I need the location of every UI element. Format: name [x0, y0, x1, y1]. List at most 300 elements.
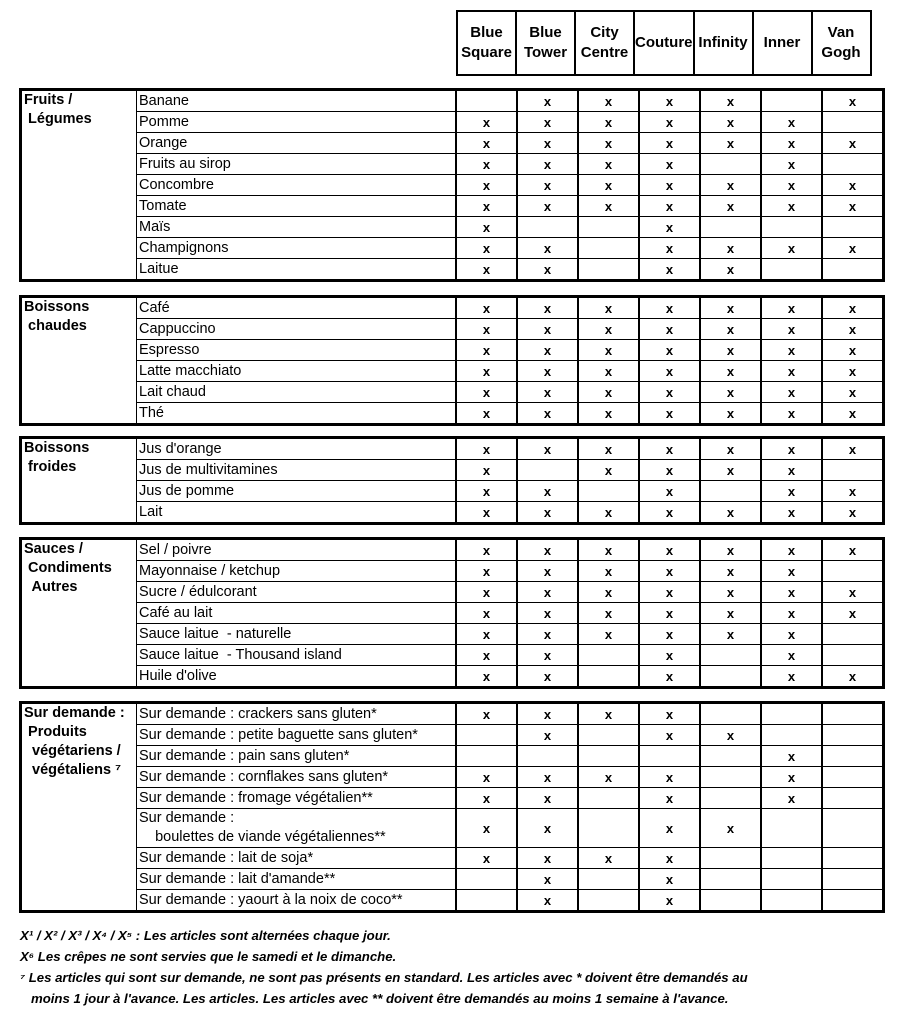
- availability-cell: x: [700, 539, 761, 561]
- availability-cell: [578, 890, 639, 912]
- category-label-line: Fruits /: [24, 92, 73, 108]
- availability-cell: x: [639, 438, 700, 460]
- availability-cell: x: [639, 175, 700, 196]
- availability-cell: x: [517, 259, 578, 281]
- availability-cell: [700, 481, 761, 502]
- availability-cell: x: [822, 319, 884, 340]
- availability-cell: x: [456, 403, 517, 425]
- availability-cell: [578, 788, 639, 809]
- item-name: Banane: [137, 90, 457, 112]
- availability-cell: x: [639, 361, 700, 382]
- availability-cell: x: [456, 382, 517, 403]
- availability-cell: x: [761, 196, 822, 217]
- availability-cell: [761, 890, 822, 912]
- availability-cell: x: [456, 460, 517, 481]
- item-name: Sur demande : crackers sans gluten*: [137, 703, 457, 725]
- availability-cell: x: [700, 319, 761, 340]
- availability-cell: x: [761, 361, 822, 382]
- availability-cell: [700, 217, 761, 238]
- availability-cell: x: [761, 438, 822, 460]
- availability-cell: x: [639, 725, 700, 746]
- column-header-line2: Centre: [580, 44, 629, 61]
- availability-cell: x: [639, 890, 700, 912]
- availability-cell: x: [700, 502, 761, 524]
- item-name: Espresso: [137, 340, 457, 361]
- availability-cell: x: [578, 848, 639, 869]
- availability-cell: x: [578, 403, 639, 425]
- availability-cell: x: [456, 238, 517, 259]
- availability-cell: [700, 788, 761, 809]
- availability-cell: [578, 217, 639, 238]
- availability-cell: x: [456, 297, 517, 319]
- category-label-line: Boissons: [24, 299, 90, 315]
- availability-cell: x: [761, 603, 822, 624]
- availability-cell: [761, 217, 822, 238]
- availability-cell: x: [578, 319, 639, 340]
- availability-cell: x: [761, 133, 822, 154]
- availability-cell: x: [822, 481, 884, 502]
- availability-cell: x: [639, 196, 700, 217]
- table-row: [21, 175, 884, 196]
- item-name: Orange: [137, 133, 457, 154]
- table-row: [21, 624, 884, 645]
- availability-cell: x: [639, 809, 700, 848]
- availability-cell: x: [700, 725, 761, 746]
- item-name: Cappuccino: [137, 319, 457, 340]
- table-row: [21, 582, 884, 603]
- availability-cell: [700, 890, 761, 912]
- column-header-line1: Blue: [529, 24, 562, 41]
- category-label-line: Boissons: [24, 440, 90, 456]
- availability-cell: [517, 460, 578, 481]
- table-row: [21, 703, 884, 725]
- item-name: Jus de pomme: [137, 481, 457, 502]
- availability-cell: x: [761, 539, 822, 561]
- availability-cell: [578, 725, 639, 746]
- availability-cell: x: [517, 645, 578, 666]
- availability-cell: x: [578, 382, 639, 403]
- availability-cell: x: [456, 645, 517, 666]
- item-name: Champignons: [137, 238, 457, 259]
- availability-cell: [822, 848, 884, 869]
- availability-cell: x: [456, 703, 517, 725]
- availability-cell: x: [517, 890, 578, 912]
- availability-cell: x: [639, 869, 700, 890]
- table-row: [21, 645, 884, 666]
- availability-cell: x: [517, 196, 578, 217]
- availability-cell: x: [761, 502, 822, 524]
- availability-cell: x: [700, 561, 761, 582]
- category-label-line: Condiments: [24, 560, 112, 576]
- category-section: [19, 295, 885, 426]
- availability-cell: x: [639, 703, 700, 725]
- availability-cell: x: [700, 382, 761, 403]
- availability-cell: x: [639, 481, 700, 502]
- availability-cell: x: [639, 603, 700, 624]
- column-header: [634, 11, 694, 75]
- table-row: [21, 319, 884, 340]
- item-name: Sur demande : cornflakes sans gluten*: [137, 767, 457, 788]
- table-row: [21, 561, 884, 582]
- availability-cell: x: [822, 133, 884, 154]
- table-row: [21, 848, 884, 869]
- availability-cell: [822, 259, 884, 281]
- item-name: Fruits au sirop: [137, 154, 457, 175]
- availability-cell: x: [639, 133, 700, 154]
- availability-cell: x: [761, 403, 822, 425]
- availability-cell: [578, 481, 639, 502]
- category-label-line: Produits: [24, 724, 87, 740]
- availability-cell: [822, 890, 884, 912]
- availability-cell: [578, 869, 639, 890]
- availability-cell: x: [761, 382, 822, 403]
- availability-cell: [456, 869, 517, 890]
- availability-cell: x: [639, 666, 700, 688]
- category-label-line: Autres: [24, 579, 78, 595]
- item-name: Concombre: [137, 175, 457, 196]
- availability-cell: x: [639, 788, 700, 809]
- item-name-line: Sur demande :: [139, 810, 235, 826]
- availability-cell: x: [761, 788, 822, 809]
- availability-cell: x: [578, 561, 639, 582]
- table-row: [21, 481, 884, 502]
- availability-cell: [822, 746, 884, 767]
- column-header-line2: Tower: [523, 44, 568, 61]
- availability-cell: x: [700, 582, 761, 603]
- availability-cell: x: [517, 90, 578, 112]
- availability-cell: [578, 238, 639, 259]
- availability-cell: x: [517, 703, 578, 725]
- column-header: [516, 11, 575, 75]
- item-name: Sur demande : fromage végétalien**: [137, 788, 457, 809]
- availability-cell: x: [517, 848, 578, 869]
- availability-cell: x: [639, 460, 700, 481]
- availability-cell: x: [517, 767, 578, 788]
- availability-cell: x: [639, 340, 700, 361]
- category-section: [19, 701, 885, 913]
- availability-cell: x: [517, 582, 578, 603]
- availability-cell: x: [822, 196, 884, 217]
- availability-cell: x: [456, 319, 517, 340]
- category-label: [21, 539, 137, 688]
- availability-cell: x: [517, 481, 578, 502]
- availability-cell: [578, 259, 639, 281]
- availability-cell: x: [578, 582, 639, 603]
- item-name: Mayonnaise / ketchup: [137, 561, 457, 582]
- availability-cell: x: [700, 361, 761, 382]
- availability-cell: x: [822, 603, 884, 624]
- availability-cell: x: [456, 112, 517, 133]
- availability-cell: [761, 848, 822, 869]
- footnote-on-demand-2: moins 1 jour à l'avance. Les articles. Les articles avec ** doivent être demandés au moins 1 semaine à l'avance.: [20, 991, 729, 1006]
- column-header: [753, 11, 812, 75]
- availability-cell: x: [517, 340, 578, 361]
- availability-cell: x: [456, 603, 517, 624]
- availability-cell: x: [761, 645, 822, 666]
- availability-cell: [822, 645, 884, 666]
- availability-cell: x: [578, 438, 639, 460]
- availability-cell: x: [822, 382, 884, 403]
- footnotes: [20, 925, 900, 1009]
- availability-cell: x: [639, 238, 700, 259]
- availability-cell: x: [639, 319, 700, 340]
- table-row: [21, 259, 884, 281]
- availability-cell: x: [517, 112, 578, 133]
- availability-cell: x: [578, 175, 639, 196]
- availability-cell: x: [517, 438, 578, 460]
- availability-cell: x: [700, 238, 761, 259]
- availability-cell: x: [761, 112, 822, 133]
- availability-cell: x: [517, 154, 578, 175]
- availability-cell: x: [822, 582, 884, 603]
- availability-cell: [700, 154, 761, 175]
- availability-cell: x: [700, 297, 761, 319]
- table-row: [21, 539, 884, 561]
- item-name: Sur demande : petite baguette sans gluten*: [137, 725, 457, 746]
- availability-cell: [578, 809, 639, 848]
- availability-cell: [822, 217, 884, 238]
- availability-cell: x: [700, 603, 761, 624]
- availability-cell: x: [456, 848, 517, 869]
- availability-cell: [456, 746, 517, 767]
- availability-cell: x: [517, 319, 578, 340]
- availability-cell: x: [578, 603, 639, 624]
- footnote-crepes: X⁶ Les crêpes ne sont servies que le samedi et le dimanche.: [20, 949, 397, 964]
- availability-cell: x: [456, 133, 517, 154]
- column-header: [812, 11, 871, 75]
- availability-cell: x: [578, 90, 639, 112]
- item-name-line: boulettes de viande végétaliennes**: [139, 829, 386, 845]
- availability-cell: x: [578, 112, 639, 133]
- column-header-line1: Infinity: [698, 34, 748, 51]
- item-name: Jus d'orange: [137, 438, 457, 460]
- item-name: Sucre / édulcorant: [137, 582, 457, 603]
- availability-cell: x: [639, 502, 700, 524]
- availability-cell: x: [456, 259, 517, 281]
- availability-cell: x: [517, 361, 578, 382]
- availability-cell: x: [700, 90, 761, 112]
- item-name: Lait chaud: [137, 382, 457, 403]
- column-header-line2: Square: [461, 44, 512, 61]
- availability-cell: x: [761, 238, 822, 259]
- availability-cell: x: [700, 259, 761, 281]
- availability-cell: x: [517, 624, 578, 645]
- footnote-alternating: X¹ / X² / X³ / X⁴ / X⁵ : Les articles sont alternées chaque jour.: [20, 928, 391, 943]
- availability-cell: x: [517, 809, 578, 848]
- availability-cell: x: [639, 403, 700, 425]
- column-header: [575, 11, 634, 75]
- availability-cell: [822, 112, 884, 133]
- availability-cell: x: [578, 460, 639, 481]
- availability-cell: x: [578, 154, 639, 175]
- availability-cell: x: [761, 481, 822, 502]
- availability-cell: x: [517, 238, 578, 259]
- availability-cell: x: [456, 196, 517, 217]
- table-row: [21, 890, 884, 912]
- item-name: Lait: [137, 502, 457, 524]
- availability-cell: x: [578, 297, 639, 319]
- table-row: [21, 438, 884, 460]
- category-label: [21, 438, 137, 524]
- availability-cell: x: [822, 238, 884, 259]
- availability-cell: x: [700, 809, 761, 848]
- availability-cell: x: [578, 361, 639, 382]
- availability-cell: [578, 666, 639, 688]
- availability-cell: [822, 788, 884, 809]
- item-name: Latte macchiato: [137, 361, 457, 382]
- table-row: [21, 603, 884, 624]
- availability-cell: x: [822, 175, 884, 196]
- availability-cell: [700, 767, 761, 788]
- table-row: [21, 238, 884, 259]
- availability-cell: [578, 645, 639, 666]
- availability-cell: x: [639, 539, 700, 561]
- item-name: Sauce laitue - Thousand island: [137, 645, 457, 666]
- column-header: [694, 11, 753, 75]
- availability-cell: x: [517, 403, 578, 425]
- availability-cell: x: [761, 175, 822, 196]
- availability-cell: x: [761, 297, 822, 319]
- availability-cell: x: [639, 259, 700, 281]
- category-label: [21, 703, 137, 912]
- table-row: [21, 196, 884, 217]
- availability-cell: x: [822, 297, 884, 319]
- availability-cell: [822, 624, 884, 645]
- availability-cell: x: [822, 438, 884, 460]
- availability-cell: x: [700, 403, 761, 425]
- availability-cell: x: [456, 438, 517, 460]
- item-name: Sur demande : pain sans gluten*: [137, 746, 457, 767]
- availability-cell: x: [639, 767, 700, 788]
- availability-cell: x: [761, 746, 822, 767]
- category-label-line: chaudes: [24, 318, 87, 334]
- availability-cell: x: [517, 561, 578, 582]
- availability-cell: x: [456, 809, 517, 848]
- availability-cell: x: [761, 666, 822, 688]
- availability-cell: x: [517, 502, 578, 524]
- availability-cell: [822, 154, 884, 175]
- category-label: [21, 297, 137, 425]
- category-label-line: végétariens /: [24, 743, 121, 759]
- availability-cell: [700, 746, 761, 767]
- table-row: [21, 809, 884, 848]
- availability-cell: x: [578, 703, 639, 725]
- location-header: [456, 10, 872, 76]
- table-row: [21, 788, 884, 809]
- availability-cell: [700, 848, 761, 869]
- table-row: [21, 460, 884, 481]
- availability-cell: x: [639, 561, 700, 582]
- availability-cell: x: [639, 582, 700, 603]
- table-row: [21, 767, 884, 788]
- category-section: [19, 537, 885, 689]
- availability-cell: x: [639, 112, 700, 133]
- availability-cell: x: [456, 502, 517, 524]
- availability-cell: x: [578, 539, 639, 561]
- availability-cell: x: [700, 624, 761, 645]
- availability-cell: x: [456, 154, 517, 175]
- availability-cell: [700, 645, 761, 666]
- availability-cell: x: [639, 382, 700, 403]
- availability-cell: [517, 217, 578, 238]
- column-header: [457, 11, 516, 75]
- availability-cell: x: [822, 403, 884, 425]
- table-row: [21, 340, 884, 361]
- column-header-line2: Gogh: [821, 44, 861, 61]
- availability-cell: x: [578, 340, 639, 361]
- availability-cell: x: [700, 460, 761, 481]
- availability-cell: x: [761, 340, 822, 361]
- availability-cell: [700, 666, 761, 688]
- item-name: Huile d'olive: [137, 666, 457, 688]
- availability-cell: x: [578, 502, 639, 524]
- availability-cell: x: [456, 481, 517, 502]
- availability-cell: x: [761, 561, 822, 582]
- availability-cell: x: [456, 582, 517, 603]
- column-header-line1: Van: [827, 24, 855, 41]
- table-row: [21, 297, 884, 319]
- item-name: Café: [137, 297, 457, 319]
- availability-cell: x: [456, 340, 517, 361]
- category-section: [19, 436, 885, 525]
- availability-cell: [761, 809, 822, 848]
- table-row: [21, 361, 884, 382]
- table-row: [21, 502, 884, 524]
- table-row: [21, 403, 884, 425]
- item-name: Café au lait: [137, 603, 457, 624]
- availability-cell: [822, 725, 884, 746]
- column-header-line1: Inner: [763, 34, 801, 51]
- category-label-line: froides: [24, 459, 77, 475]
- availability-cell: [700, 703, 761, 725]
- column-header-line1: City: [590, 24, 619, 41]
- availability-cell: x: [639, 848, 700, 869]
- item-name: Sur demande : lait de soja*: [137, 848, 457, 869]
- table-row: [21, 666, 884, 688]
- availability-cell: x: [456, 175, 517, 196]
- availability-cell: [517, 746, 578, 767]
- availability-cell: x: [517, 788, 578, 809]
- table-row: [21, 90, 884, 112]
- availability-cell: x: [517, 869, 578, 890]
- availability-cell: x: [517, 382, 578, 403]
- table-row: [21, 746, 884, 767]
- availability-cell: x: [456, 539, 517, 561]
- availability-cell: [761, 259, 822, 281]
- category-section: [19, 88, 885, 282]
- availability-cell: [822, 460, 884, 481]
- item-name: Pomme: [137, 112, 457, 133]
- availability-cell: [822, 703, 884, 725]
- availability-cell: x: [639, 90, 700, 112]
- availability-cell: x: [822, 361, 884, 382]
- table-row: [21, 869, 884, 890]
- availability-cell: x: [517, 133, 578, 154]
- availability-cell: x: [700, 112, 761, 133]
- availability-cell: x: [456, 788, 517, 809]
- availability-cell: x: [517, 666, 578, 688]
- availability-cell: x: [456, 666, 517, 688]
- availability-cell: x: [517, 539, 578, 561]
- availability-cell: x: [761, 154, 822, 175]
- column-header-line1: Blue: [470, 24, 503, 41]
- availability-cell: [456, 890, 517, 912]
- availability-cell: x: [822, 340, 884, 361]
- availability-cell: x: [456, 624, 517, 645]
- column-header-line1: Couture: [635, 34, 693, 51]
- availability-cell: x: [517, 603, 578, 624]
- item-name: Thé: [137, 403, 457, 425]
